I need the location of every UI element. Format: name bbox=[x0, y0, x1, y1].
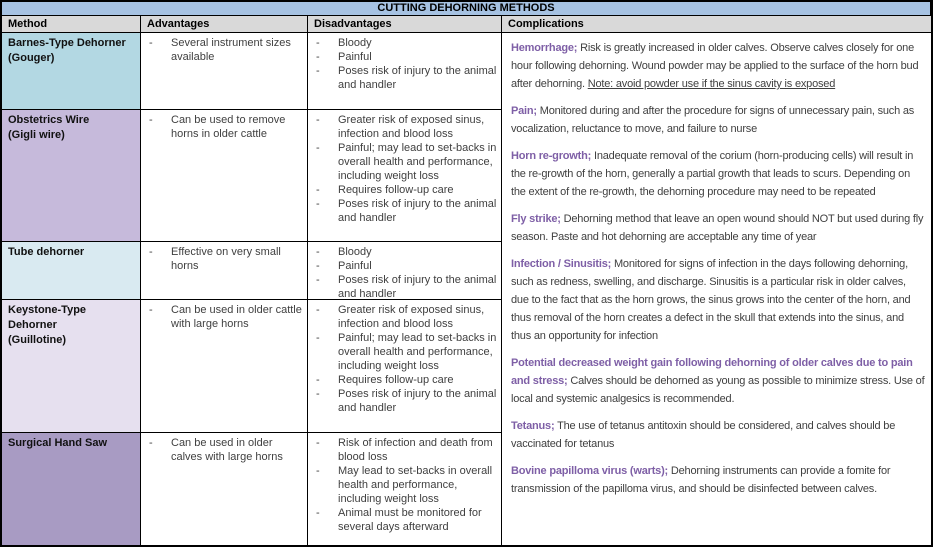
bullet-dash: - bbox=[316, 437, 320, 449]
complication-note: Note: avoid powder use if the sinus cavity is exposed bbox=[587, 78, 836, 90]
bullet-text: Poses risk of injury to the animal and handler bbox=[338, 65, 497, 91]
disadvantages-cell-tube-dehorner bbox=[308, 242, 502, 300]
advantages-cell-keystone bbox=[141, 300, 308, 433]
bullet-item bbox=[149, 36, 303, 64]
complication-text: Monitored for signs of infection in the days following dehorning, such as redness, swelling, and discharge. Sinusitis is a particular risk in older calves, due to the fact that as the horn grows, the sinus grows into the center of the horn, and thus removal of the horn creates a defect in the skull that extends into the sinus, and thus an opportunity for infection bbox=[511, 258, 911, 342]
disadvantages-cell-keystone bbox=[308, 300, 502, 433]
complications-cell bbox=[502, 33, 931, 545]
column-header-disadvantages: Disadvantages bbox=[308, 16, 502, 33]
bullet-item bbox=[316, 50, 497, 64]
bullet-text: Painful bbox=[338, 51, 372, 63]
disadvantages-cell-barnes bbox=[308, 33, 502, 110]
column-header-complications: Complications bbox=[502, 16, 931, 33]
complication-lead: Pain; bbox=[511, 105, 537, 117]
bullet-text: Can be used in older calves with large horns bbox=[171, 437, 283, 463]
bullet-item bbox=[316, 113, 497, 141]
bullet-item bbox=[316, 259, 497, 273]
bullet-item bbox=[316, 373, 497, 387]
complication-item bbox=[511, 210, 925, 246]
method-cell-tube-dehorner bbox=[2, 242, 141, 300]
bullet-item bbox=[316, 64, 497, 92]
method-cell-barnes bbox=[2, 33, 141, 110]
bullet-item bbox=[316, 387, 497, 415]
complication-lead: Hemorrhage; bbox=[511, 42, 578, 54]
bullet-text: Animal must be monitored for several days afterward bbox=[338, 507, 482, 533]
bullet-item bbox=[316, 245, 497, 259]
method-cell-obstetrics-wire bbox=[2, 110, 141, 242]
complication-item bbox=[511, 102, 925, 138]
bullet-dash: - bbox=[316, 65, 320, 77]
bullet-item bbox=[316, 36, 497, 50]
bullet-item bbox=[316, 197, 497, 225]
bullet-item bbox=[149, 303, 303, 331]
bullet-dash: - bbox=[149, 304, 153, 316]
disadvantages-cell-surgical-hand-saw bbox=[308, 433, 502, 545]
bullet-text: Bloody bbox=[338, 246, 372, 258]
bullet-text: Poses risk of injury to the animal and handler bbox=[338, 274, 497, 300]
method-cell-surgical-hand-saw bbox=[2, 433, 141, 545]
bullet-item bbox=[316, 506, 497, 534]
bullet-item bbox=[316, 141, 497, 183]
bullet-dash: - bbox=[149, 437, 153, 449]
advantages-cell-surgical-hand-saw bbox=[141, 433, 308, 545]
bullet-item bbox=[149, 245, 303, 273]
bullet-item bbox=[316, 436, 497, 464]
bullet-dash: - bbox=[316, 114, 320, 126]
complication-item bbox=[511, 39, 925, 93]
bullet-text: Greater risk of exposed sinus, infection and blood loss bbox=[338, 114, 485, 140]
table-title: CUTTING DEHORNING METHODS bbox=[2, 2, 931, 16]
method-name-line: Keystone-Type Dehorner bbox=[8, 304, 87, 331]
complication-lead: Potential decreased weight gain following dehorning of older calves due to pain and stress; bbox=[511, 357, 913, 387]
complication-text: Risk is greatly increased in older calves. Observe calves closely for one hour following dehorning. Wound powder may be applied to the surface of the horn bud after dehorning. bbox=[511, 42, 919, 90]
complication-item bbox=[511, 354, 925, 408]
bullet-dash: - bbox=[316, 37, 320, 49]
bullet-text: Bloody bbox=[338, 37, 372, 49]
complication-item bbox=[511, 255, 925, 345]
bullet-dash: - bbox=[316, 274, 320, 286]
bullet-dash: - bbox=[316, 332, 320, 344]
bullet-text: Greater risk of exposed sinus, infection and blood loss bbox=[338, 304, 485, 330]
complication-text: Dehorning method that leave an open wound should NOT but used during fly season. Paste and hot dehorning are acceptable any time of year bbox=[511, 213, 924, 243]
method-name-line: Tube dehorner bbox=[8, 246, 85, 258]
complication-lead: Infection / Sinusitis; bbox=[511, 258, 612, 270]
complication-item bbox=[511, 417, 925, 453]
complication-text: Dehorning instruments can provide a fomite for transmission of the papilloma virus, and should be disinfected between calves. bbox=[511, 465, 891, 495]
bullet-dash: - bbox=[316, 260, 320, 272]
complication-text: Monitored during and after the procedure for signs of unnecessary pain, such as vocalization, reluctance to move, and failure to nurse bbox=[511, 105, 915, 135]
advantages-cell-obstetrics-wire bbox=[141, 110, 308, 242]
method-name-line: Obstetrics Wire bbox=[8, 114, 90, 126]
complication-lead: Fly strike; bbox=[511, 213, 561, 225]
method-name-line: (Gouger) bbox=[8, 52, 55, 64]
bullet-text: Requires follow-up care bbox=[338, 374, 454, 386]
bullet-item bbox=[149, 113, 303, 141]
complication-lead: Tetanus; bbox=[511, 420, 555, 432]
bullet-text: May lead to set-backs in overall health and performance, including weight loss bbox=[338, 465, 493, 505]
method-name-line: (Gigli wire) bbox=[8, 129, 65, 141]
bullet-text: Painful; may lead to set-backs in overall health and performance, including weight loss bbox=[338, 332, 497, 372]
bullet-text: Can be used in older cattle with large horns bbox=[171, 304, 302, 330]
disadvantages-cell-obstetrics-wire bbox=[308, 110, 502, 242]
bullet-item bbox=[316, 464, 497, 506]
bullet-item bbox=[149, 436, 303, 464]
bullet-dash: - bbox=[149, 114, 153, 126]
bullet-text: Poses risk of injury to the animal and handler bbox=[338, 198, 497, 224]
bullet-text: Risk of infection and death from blood loss bbox=[338, 437, 493, 463]
bullet-dash: - bbox=[316, 198, 320, 210]
column-header-advantages: Advantages bbox=[141, 16, 308, 33]
bullet-text: Painful bbox=[338, 260, 372, 272]
bullet-dash: - bbox=[316, 465, 320, 477]
bullet-dash: - bbox=[149, 37, 153, 49]
advantages-cell-tube-dehorner bbox=[141, 242, 308, 300]
complication-lead: Horn re-growth; bbox=[511, 150, 592, 162]
bullet-dash: - bbox=[316, 184, 320, 196]
bullet-text: Requires follow-up care bbox=[338, 184, 454, 196]
bullet-text: Several instrument sizes available bbox=[171, 37, 291, 63]
complication-text: The use of tetanus antitoxin should be considered, and calves should be vaccinated for tetanus bbox=[511, 420, 896, 450]
bullet-item bbox=[316, 303, 497, 331]
bullet-dash: - bbox=[316, 246, 320, 258]
column-header-method: Method bbox=[2, 16, 141, 33]
bullet-dash: - bbox=[149, 246, 153, 258]
bullet-item bbox=[316, 183, 497, 197]
complication-text: Inadequate removal of the corium (horn-producing cells) will result in the re-growth of the horn, generally a partial growth that leads to scurs. Depending on the extent of the re-growth, the dehorning procedure may need to be repeated bbox=[511, 150, 914, 198]
complication-text: Calves should be dehorned as young as possible to minimize stress. Use of local and systemic analgesics is recommended. bbox=[511, 375, 925, 405]
advantages-cell-barnes bbox=[141, 33, 308, 110]
method-name-line: Barnes-Type Dehorner bbox=[8, 37, 126, 49]
method-name-line: (Guillotine) bbox=[8, 334, 67, 346]
method-cell-keystone bbox=[2, 300, 141, 433]
bullet-item bbox=[316, 273, 497, 300]
bullet-dash: - bbox=[316, 374, 320, 386]
bullet-text: Painful; may lead to set-backs in overall health and performance, including weight loss bbox=[338, 142, 497, 182]
complication-lead: Bovine papilloma virus (warts); bbox=[511, 465, 669, 477]
complication-item bbox=[511, 147, 925, 201]
bullet-dash: - bbox=[316, 51, 320, 63]
bullet-dash: - bbox=[316, 507, 320, 519]
bullet-text: Poses risk of injury to the animal and handler bbox=[338, 388, 497, 414]
method-name-line: Surgical Hand Saw bbox=[8, 437, 108, 449]
bullet-item bbox=[316, 331, 497, 373]
bullet-dash: - bbox=[316, 388, 320, 400]
bullet-dash: - bbox=[316, 304, 320, 316]
bullet-text: Effective on very small horns bbox=[171, 246, 281, 272]
bullet-dash: - bbox=[316, 142, 320, 154]
complication-item bbox=[511, 462, 925, 498]
bullet-text: Can be used to remove horns in older cattle bbox=[171, 114, 286, 140]
